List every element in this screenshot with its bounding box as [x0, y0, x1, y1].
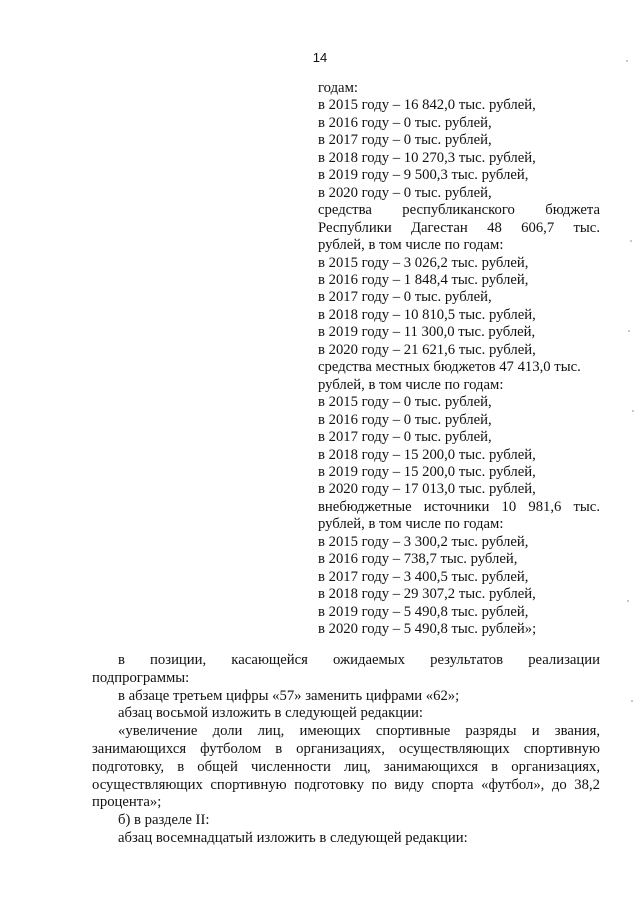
column-line: в 2018 году – 10 270,3 тыс. рублей,: [318, 149, 536, 166]
column-line: в 2015 году – 3 026,2 тыс. рублей,: [318, 254, 529, 271]
column-line: в 2019 году – 5 490,8 тыс. рублей,: [318, 603, 529, 620]
column-line: средства местных бюджетов 47 413,0 тыс.: [318, 359, 581, 376]
column-line: рублей, в том числе по годам:: [318, 376, 504, 393]
column-line: в 2016 году – 0 тыс. рублей,: [318, 411, 492, 428]
scan-speck: [627, 600, 629, 602]
paragraph-expected-results: в позиции, касающейся ожидаемых результатов реализации: [118, 652, 600, 668]
column-line: в 2020 году – 0 тыс. рублей,: [318, 184, 492, 201]
column-line: внебюджетные источники 10 981,6 тыс.: [318, 498, 600, 515]
column-line: средства республиканского бюджета: [318, 202, 600, 219]
column-line: в 2018 году – 10 810,5 тыс. рублей,: [318, 306, 536, 323]
column-line: рублей, в том числе по годам:: [318, 516, 504, 533]
column-line: в 2020 году – 5 490,8 тыс. рублей»;: [318, 621, 537, 638]
amendment-text: [92, 652, 600, 848]
column-line: в 2016 году – 1 848,4 тыс. рублей,: [318, 271, 529, 288]
column-line: в 2015 году – 16 842,0 тыс. рублей,: [318, 97, 536, 114]
column-line: годам:: [318, 80, 358, 96]
column-line: в 2015 году – 0 тыс. рублей,: [318, 394, 492, 411]
column-line: рублей, в том числе по годам:: [318, 237, 504, 254]
column-line: в 2015 году – 3 300,2 тыс. рублей,: [318, 533, 529, 550]
column-line: в 2016 году – 738,7 тыс. рублей,: [318, 551, 518, 568]
column-line: в 2016 году – 0 тыс. рублей,: [318, 114, 492, 131]
budget-allocation-column: [318, 80, 600, 639]
column-line: в 2017 году – 3 400,5 тыс. рублей,: [318, 568, 529, 585]
column-line: в 2019 году – 9 500,3 тыс. рублей,: [318, 167, 529, 184]
paragraph-section-ii: б) в разделе II:: [118, 812, 210, 829]
scan-speck: [631, 700, 633, 702]
column-line: в 2020 году – 21 621,6 тыс. рублей,: [318, 341, 536, 358]
paragraph-eighteenth-abzac: абзац восемнадцатый изложить в следующей редакции:: [118, 829, 468, 846]
column-line: в 2018 году – 15 200,0 тыс. рублей,: [318, 446, 536, 463]
page-number: 14: [312, 50, 328, 65]
column-line: в 2017 году – 0 тыс. рублей,: [318, 132, 492, 149]
column-line: Республики Дагестан 48 606,7 тыс.: [318, 219, 600, 236]
scan-speck: [630, 240, 632, 242]
column-line: в 2020 году – 17 013,0 тыс. рублей,: [318, 481, 536, 498]
column-line: в 2018 году – 29 307,2 тыс. рублей,: [318, 586, 536, 603]
scan-speck: [628, 330, 630, 332]
paragraph-digit-replacement: в абзаце третьем цифры «57» заменить цифрами «62»;: [118, 687, 460, 704]
paragraph-quoted-text: «увеличение доли лиц, имеющих спортивные разряды и звания, занимающихся футболом в организациях, осуществляющих спортивную подготовку, в общей численности лиц, занимающихся в организациях, осуществляющих спортивную подготовку по виду спорта «футбол», до 38,2 процента»;: [92, 723, 600, 811]
column-line: в 2017 году – 0 тыс. рублей,: [318, 289, 492, 306]
paragraph-eighth-abzac: абзац восьмой изложить в следующей редакции:: [118, 705, 423, 722]
column-line: в 2017 году – 0 тыс. рублей,: [318, 429, 492, 446]
scan-speck: [632, 410, 634, 412]
column-line: в 2019 году – 15 200,0 тыс. рублей,: [318, 463, 536, 480]
paragraph-expected-results-cont: подпрограммы:: [92, 669, 190, 686]
scan-speck: [626, 60, 628, 62]
column-line: в 2019 году – 11 300,0 тыс. рублей,: [318, 324, 536, 341]
